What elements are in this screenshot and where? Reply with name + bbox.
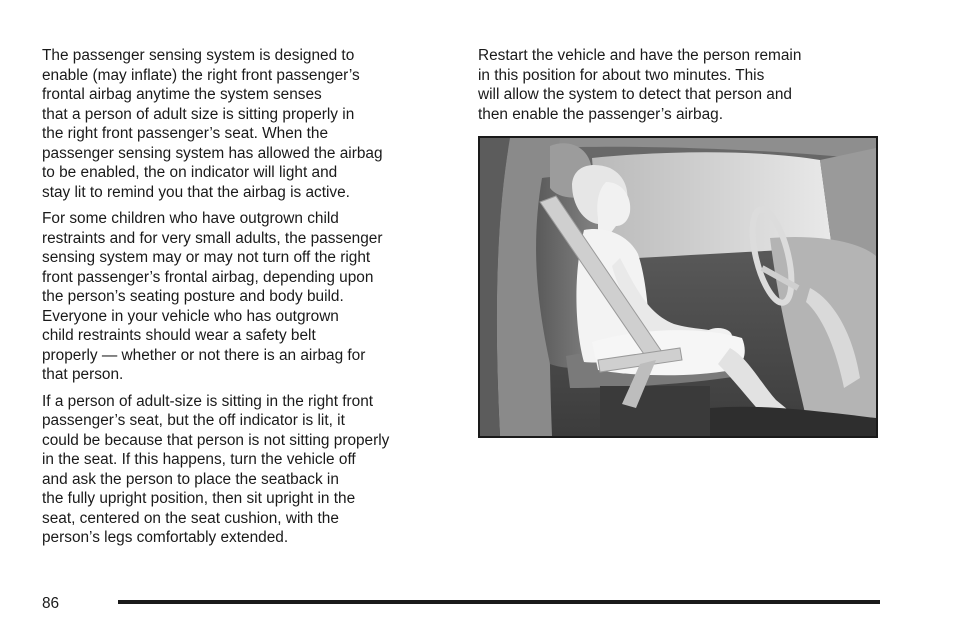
paragraph-off-indicator-lit [42, 392, 454, 548]
text-line: and ask the person to place the seatback in [42, 470, 339, 488]
text-line: the fully upright position, then sit upright in the [42, 490, 356, 507]
page-number: 86 [42, 595, 60, 612]
right-column [478, 46, 878, 131]
text-line: If a person of adult-size is sitting in the right front [42, 392, 374, 410]
text-line: in the seat. If this happens, turn the vehicle off [42, 451, 356, 468]
paragraph-children-small-adults [42, 209, 454, 385]
text-line: in this position for about two minutes. This [478, 66, 765, 84]
left-column [42, 46, 454, 555]
text-line: passenger sensing system has allowed the airbag [42, 144, 383, 162]
text-line: the right front passenger’s seat. When the [42, 125, 329, 142]
seat-base [600, 386, 710, 436]
text-line: restraints and for very small adults, the passenger [42, 229, 383, 247]
text-line: passenger’s seat, but the off indicator is lit, it [42, 412, 345, 429]
text-line: that person. [42, 366, 124, 383]
text-line: child restraints should wear a safety belt [42, 327, 316, 344]
text-line: person’s legs comfortably extended. [42, 529, 289, 546]
passenger-seated-drawing [480, 138, 876, 436]
text-line: front passenger’s frontal airbag, depending upon [42, 268, 374, 286]
text-line: then enable the passenger’s airbag. [478, 105, 724, 123]
passenger-seated-illustration [478, 136, 878, 438]
text-line: will allow the system to detect that person and [478, 86, 792, 103]
text-line: properly — whether or not there is an airbag for [42, 346, 366, 364]
text-line: could be because that person is not sitting properly [42, 431, 390, 449]
paragraph-restart-vehicle [478, 46, 878, 124]
text-line: Restart the vehicle and have the person remain [478, 47, 802, 64]
text-line: The passenger sensing system is designed to [42, 47, 355, 64]
paragraph-passenger-sensing [42, 46, 454, 202]
text-line: enable (may inflate) the right front passenger’s [42, 66, 360, 84]
text-line: the person’s seating posture and body build. [42, 288, 344, 305]
text-line: stay lit to remind you that the airbag is active. [42, 183, 350, 201]
text-line: that a person of adult size is sitting properly in [42, 105, 355, 123]
footer-rule [118, 600, 880, 604]
text-line: Everyone in your vehicle who has outgrown [42, 307, 339, 325]
text-line: to be enabled, the on indicator will light and [42, 164, 338, 181]
text-line: seat, centered on the seat cushion, with the [42, 509, 339, 527]
text-line: For some children who have outgrown child [42, 210, 339, 227]
text-line: sensing system may or may not turn off the right [42, 249, 371, 266]
text-line: frontal airbag anytime the system senses [42, 86, 322, 103]
